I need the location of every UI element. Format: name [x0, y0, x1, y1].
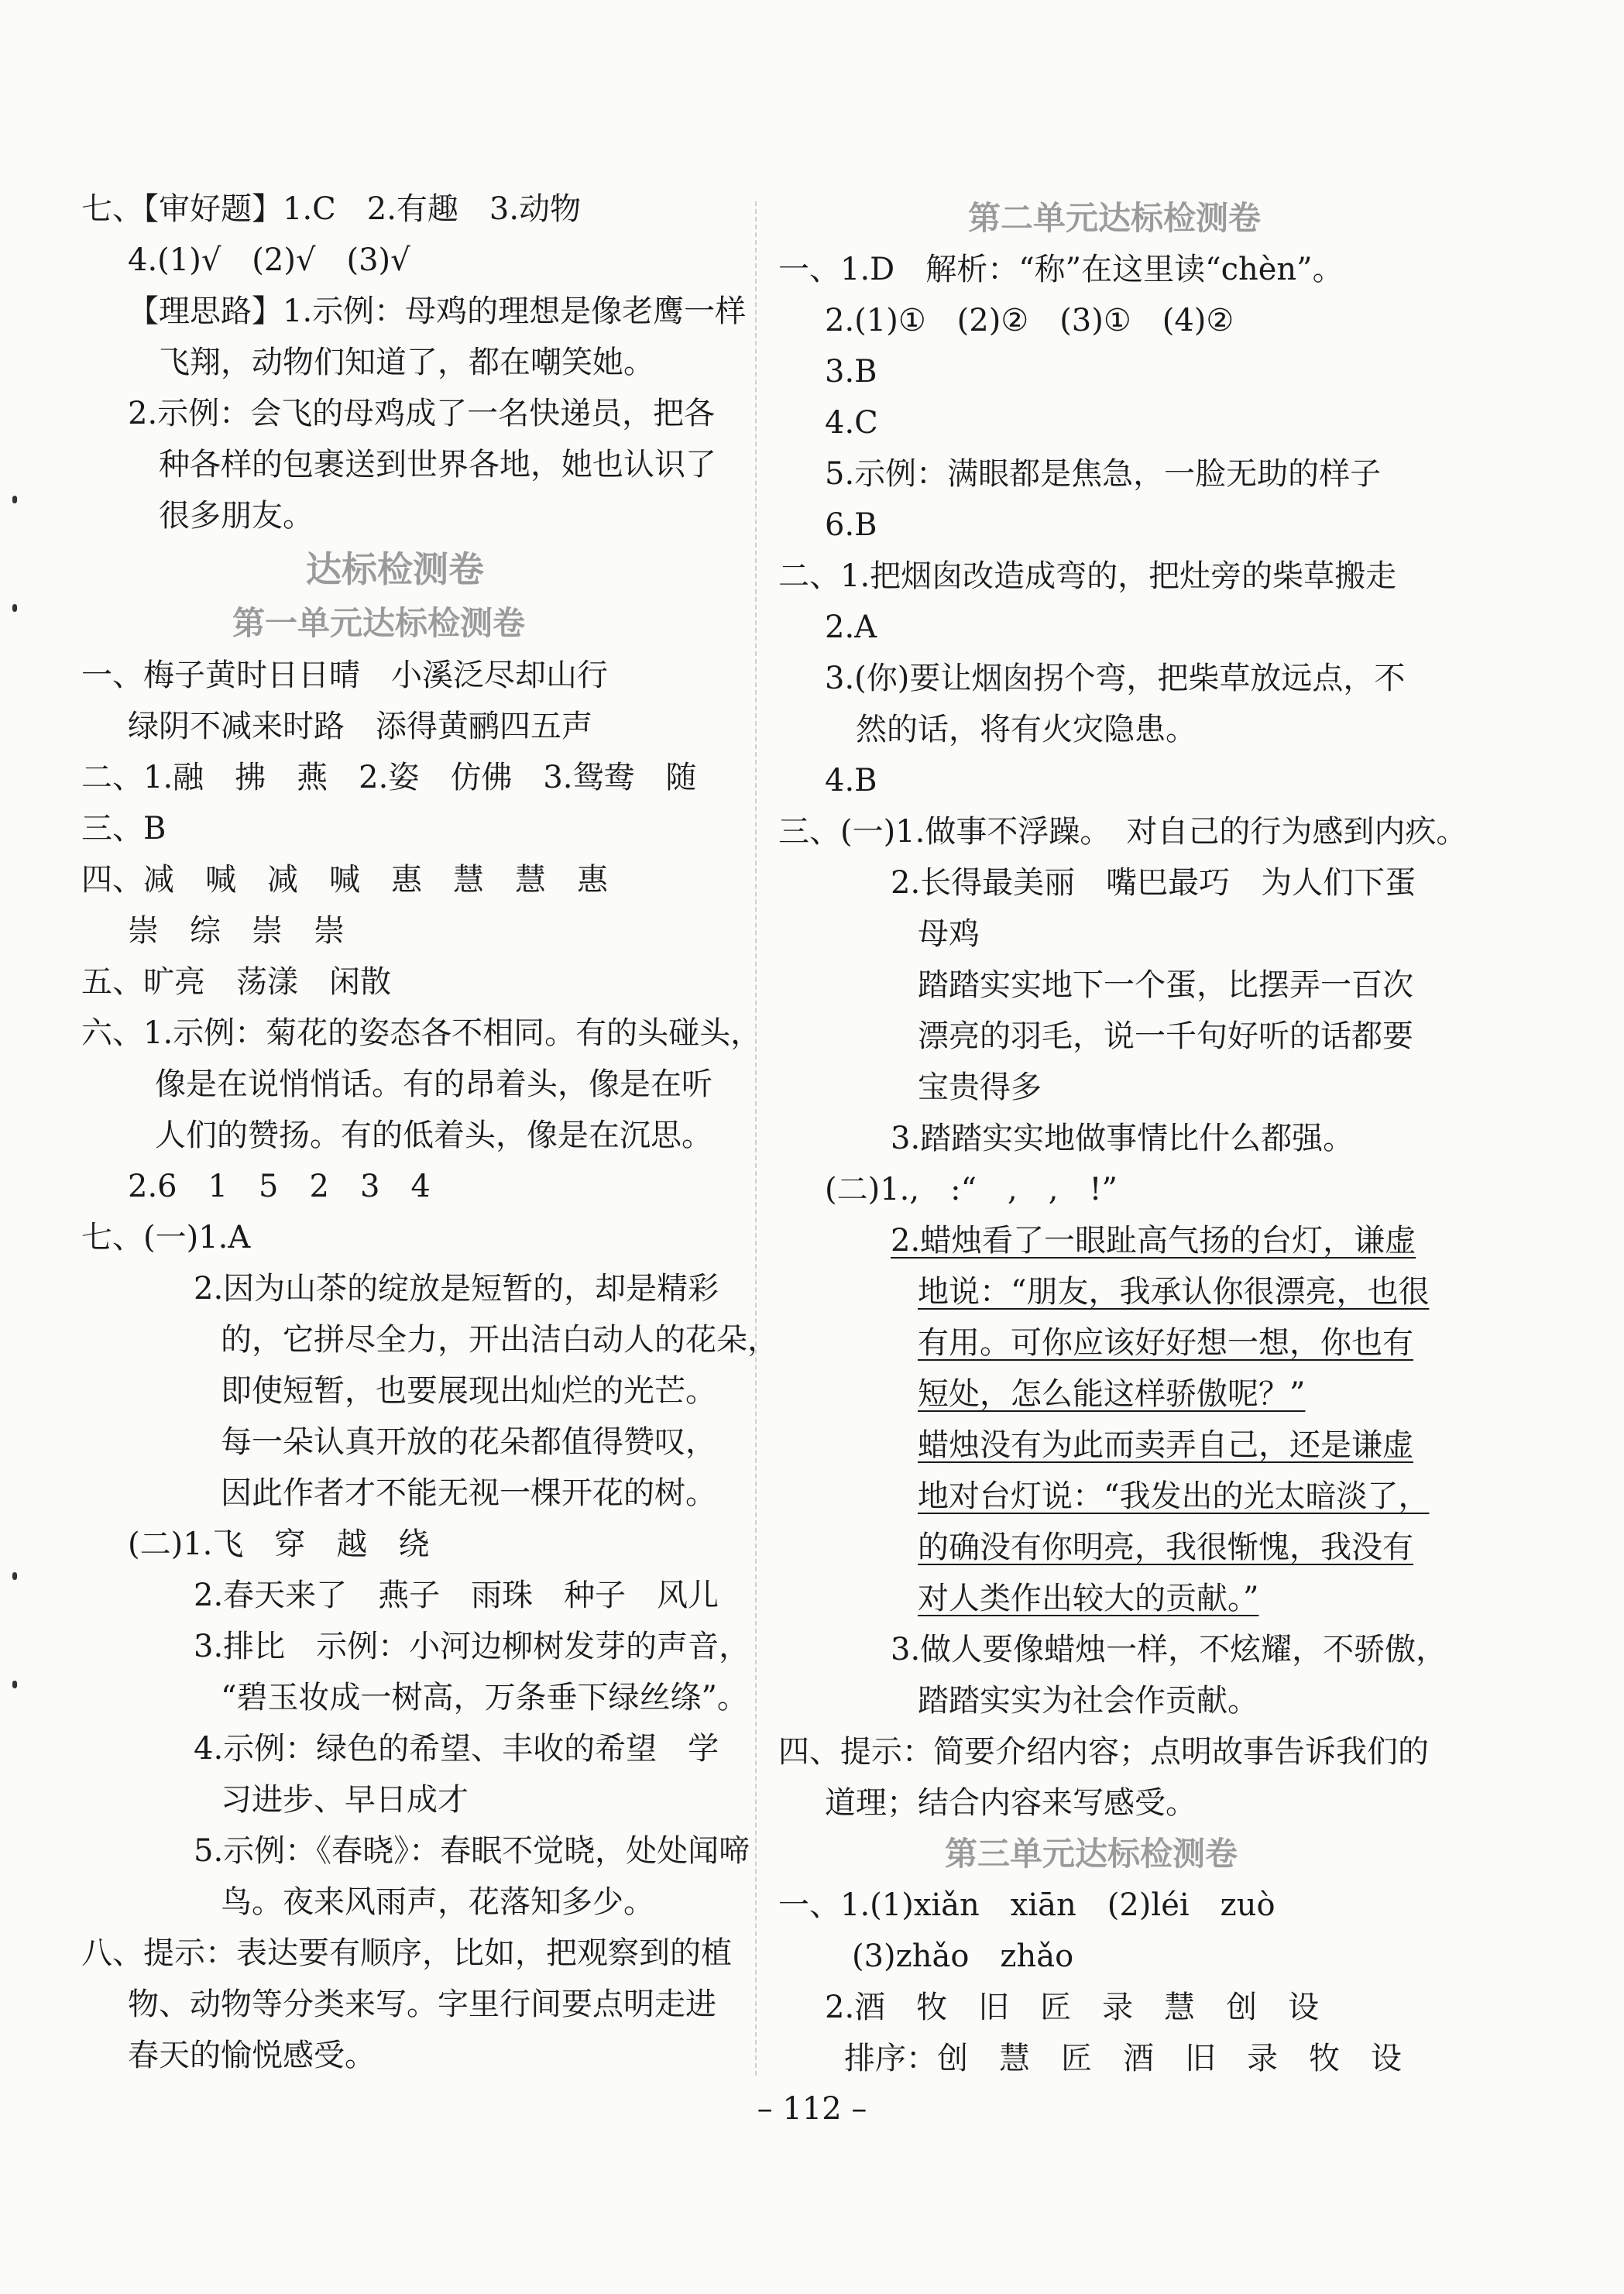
- scan-mark: [12, 496, 17, 503]
- answer-line: 短处，怎么能这样骄傲呢？”: [918, 1376, 1306, 1412]
- answer-line: (二)1., :“ , , !”: [825, 1172, 1118, 1207]
- answer-line: 踏踏实实地下一个蛋，比摆弄一百次: [918, 967, 1413, 1003]
- answer-line: 绿阴不减来时路 添得黄鹂四五声: [128, 709, 592, 744]
- unit-heading: 第三单元达标检测卷: [945, 1835, 1238, 1873]
- answer-line: 母鸡: [918, 916, 980, 952]
- scan-mark: [12, 1572, 17, 1580]
- answer-line: 习进步、早日成才: [221, 1782, 469, 1818]
- answer-line: 6.B: [825, 507, 877, 543]
- page-number: – 112 –: [757, 2091, 867, 2127]
- answer-line: (3)zhǎo zhǎo: [852, 1939, 1074, 1974]
- answer-line: 一、1.(1)xiǎn xiān (2)léi zuò: [778, 1887, 1276, 1923]
- answer-line: 4.C: [825, 405, 878, 441]
- answer-line: 宝贵得多: [918, 1070, 1042, 1105]
- answer-line: 2.因为山茶的绽放是短暂的，却是精彩: [194, 1271, 719, 1307]
- answer-line: 七、(一)1.A: [81, 1220, 251, 1255]
- answer-line: 六、1.示例：菊花的姿态各不相同。有的头碰头，: [81, 1015, 762, 1051]
- answer-line: 一、1.D 解析：“称”在这里读“chèn”。: [778, 252, 1344, 287]
- answer-line: 2.春天来了 燕子 雨珠 种子 风儿: [194, 1578, 719, 1613]
- answer-line: 2.6 1 5 2 3 4: [128, 1169, 431, 1204]
- answer-line: 2.蜡烛看了一眼趾高气扬的台灯，谦虚: [891, 1223, 1416, 1259]
- answer-line: 的确没有你明亮，我很惭愧，我没有: [918, 1530, 1413, 1565]
- answer-line: 漂亮的羽毛，说一千句好听的话都要: [918, 1018, 1413, 1054]
- answer-line: 排序：创 慧 匠 酒 旧 录 牧 设: [844, 2041, 1402, 2076]
- answer-line: 3.做人要像蜡烛一样，不炫耀，不骄傲，: [891, 1632, 1447, 1667]
- answer-line: “碧玉妆成一树高，万条垂下绿丝绦”。: [221, 1680, 748, 1715]
- answer-line: 因此作者才不能无视一棵开花的树。: [221, 1475, 716, 1511]
- unit-heading: 第二单元达标检测卷: [968, 199, 1262, 237]
- answer-line: 种各样的包裹送到世界各地，她也认识了: [159, 447, 716, 482]
- answer-line: 四、减 喊 减 喊 惠 慧 慧 惠: [81, 862, 608, 898]
- answer-line: 蜡烛没有为此而卖弄自己，还是谦虚: [918, 1427, 1413, 1463]
- answer-line: 八、提示：表达要有顺序，比如，把观察到的植: [81, 1935, 732, 1971]
- answer-line: 4.示例：绿色的希望、丰收的希望 学: [194, 1731, 719, 1767]
- answer-line: 3.(你)要让烟囱拐个弯，把柴草放远点，不: [825, 661, 1406, 696]
- column-divider: [755, 201, 757, 2076]
- answer-line: 3.踏踏实实地做事情比什么都强。: [891, 1121, 1354, 1156]
- answer-line: 对人类作出较大的贡献。”: [918, 1581, 1259, 1616]
- answer-line: 七、【审好题】1.C 2.有趣 3.动物: [81, 191, 582, 227]
- answer-line: 一、梅子黄时日日晴 小溪泛尽却山行: [81, 658, 608, 693]
- answer-line: 四、提示：简要介绍内容；点明故事告诉我们的: [778, 1734, 1429, 1770]
- answer-line: 5.示例：满眼都是焦急，一脸无助的样子: [825, 456, 1382, 492]
- answer-line: (二)1.飞 穿 越 绕: [128, 1526, 430, 1562]
- answer-line: 二、1.融 拂 燕 2.姿 仿佛 3.鸳鸯 随: [81, 760, 697, 795]
- answer-line: 道理；结合内容来写感受。: [825, 1785, 1197, 1821]
- answer-line: 飞翔，动物们知道了，都在嘲笑她。: [159, 345, 654, 380]
- answer-line: 崇 综 崇 崇: [128, 913, 345, 949]
- answer-line: 地对台灯说：“我发出的光太暗淡了，: [918, 1478, 1430, 1514]
- answer-line: 春天的愉悦感受。: [128, 2038, 376, 2073]
- answer-line: 的，它拼尽全力，开出洁白动人的花朵，: [221, 1322, 778, 1358]
- scan-mark: [12, 604, 17, 612]
- answer-line: 2.A: [825, 610, 877, 645]
- answer-line: 2.(1)① (2)② (3)① (4)②: [825, 303, 1234, 338]
- answer-line: 然的话，将有火灾隐患。: [856, 712, 1197, 747]
- section-heading: 达标检测卷: [306, 548, 484, 590]
- answer-line: 物、动物等分类来写。字里行间要点明走进: [128, 1987, 716, 2022]
- answer-line: 即使短暂，也要展现出灿烂的光芒。: [221, 1373, 716, 1409]
- answer-line: 每一朵认真开放的花朵都值得赞叹，: [221, 1424, 716, 1460]
- answer-line: 有用。可你应该好好想一想，你也有: [918, 1325, 1413, 1361]
- answer-line: 五、旷亮 荡漾 闲散: [81, 964, 391, 1000]
- scan-mark: [12, 1681, 17, 1688]
- answer-line: 2.酒 牧 旧 匠 录 慧 创 设: [825, 1990, 1320, 2025]
- unit-heading: 第一单元达标检测卷: [232, 604, 526, 642]
- answer-line: 地说：“朋友，我承认你很漂亮，也很: [918, 1274, 1430, 1310]
- answer-line: 2.示例：会飞的母鸡成了一名快递员，把各: [128, 396, 716, 431]
- answer-line: 2.长得最美丽 嘴巴最巧 为人们下蛋: [891, 865, 1416, 901]
- answer-line: 鸟。夜来风雨声，花落知多少。: [221, 1884, 654, 1920]
- answer-line: 3.B: [825, 354, 877, 390]
- answer-line: 三、(一)1.做事不浮躁。 对自己的行为感到内疚。: [778, 814, 1468, 850]
- answer-line: 很多朋友。: [159, 498, 314, 534]
- answer-line: 人们的赞扬。有的低着头，像是在沉思。: [155, 1118, 712, 1153]
- answer-line: 像是在说悄悄话。有的昂着头，像是在听: [155, 1066, 712, 1102]
- answer-line: 踏踏实实为社会作贡献。: [918, 1683, 1258, 1719]
- answer-line: 4.(1)√ (2)√ (3)√: [128, 242, 410, 278]
- answer-line: 二、1.把烟囱改造成弯的，把灶旁的柴草搬走: [778, 558, 1397, 594]
- answer-line: 三、B: [81, 811, 167, 847]
- answer-line: 【理思路】1.示例：母鸡的理想是像老鹰一样: [128, 294, 747, 329]
- answer-line: 5.示例：《春晓》：春眠不觉晓，处处闻啼: [194, 1833, 750, 1869]
- answer-line: 4.B: [825, 763, 877, 798]
- answer-line: 3.排比 示例：小河边柳树发芽的声音，: [194, 1629, 750, 1664]
